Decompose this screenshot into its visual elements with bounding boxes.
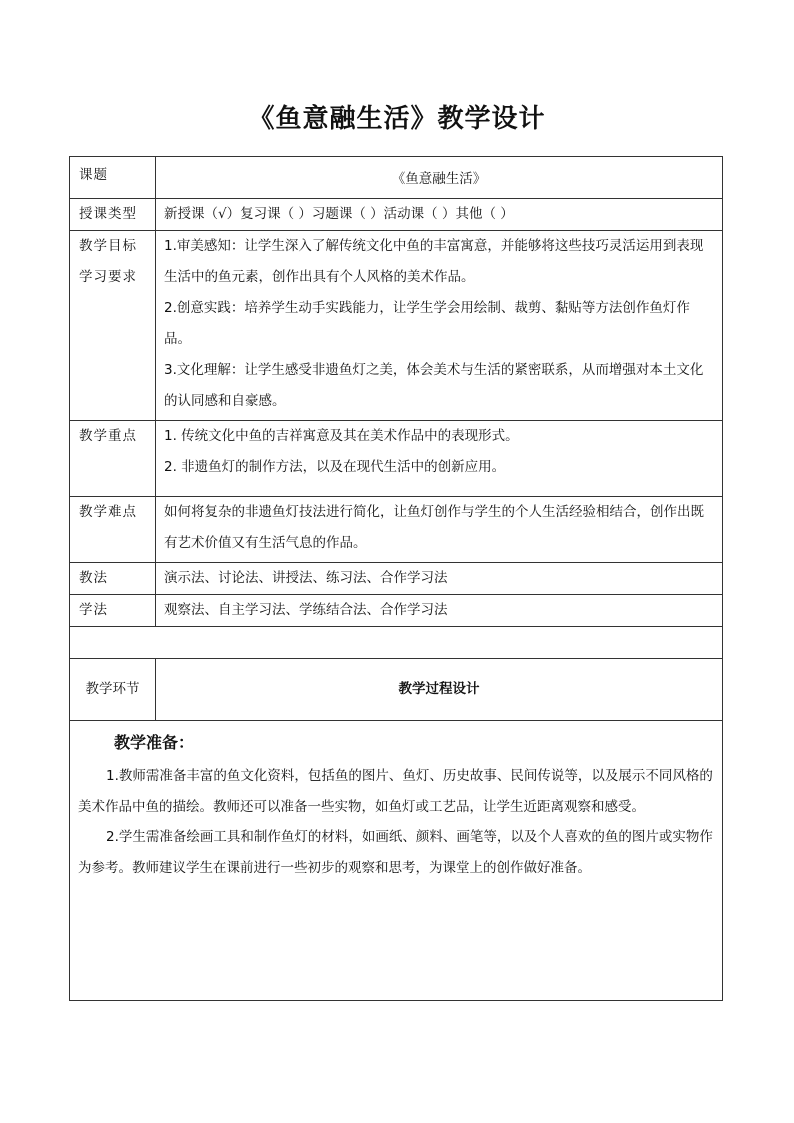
key-points-value — [156, 421, 723, 497]
process-stage-label: 教学环节 — [70, 659, 156, 721]
row-learning-method — [70, 595, 723, 627]
teaching-method-value: 演示法、讨论法、讲授法、练习法、合作学习法 — [156, 563, 723, 595]
topic-label: 课题 — [70, 157, 156, 199]
preparation-heading: 教学准备： — [114, 733, 195, 752]
lesson-plan-table — [69, 156, 723, 1001]
lesson-type-label: 授课类型 — [70, 199, 156, 231]
row-key-points — [70, 421, 723, 497]
row-difficulties — [70, 497, 723, 563]
objectives-value — [156, 231, 723, 421]
document-title: 《鱼意融生活》教学设计 — [248, 104, 546, 134]
teaching-method-label: 教法 — [70, 563, 156, 595]
preparation-paragraph-1: 1.教师需准备丰富的鱼文化资料，包括鱼的图片、鱼灯、历史故事、民间传说等，以及展示不同风格的美术作品中鱼的描绘。教师还可以准备一些实物，如鱼灯或工艺品，让学生近距离观察和感受。 — [78, 768, 713, 815]
key-points-label: 教学重点 — [70, 421, 156, 497]
row-teaching-method — [70, 563, 723, 595]
row-process-header — [70, 659, 723, 721]
process-design-label: 教学过程设计 — [156, 659, 723, 721]
objectives-label-line2: 学习要求 — [79, 269, 137, 285]
difficulties-label: 教学难点 — [70, 497, 156, 563]
lesson-type-value: 新授课（√）复习课（ ）习题课（ ）活动课（ ）其他（ ） — [156, 199, 723, 231]
key-point-item-2: 2. 非遗鱼灯的制作方法，以及在现代生活中的创新应用。 — [164, 459, 506, 475]
preparation-paragraph-2: 2.学生需准备绘画工具和制作鱼灯的材料，如画纸、颜料、画笔等，以及个人喜欢的鱼的图片或实物作为参考。教师建议学生在课前进行一些初步的观察和思考，为课堂上的创作做好准备。 — [78, 829, 713, 876]
row-lesson-type — [70, 199, 723, 231]
objectives-label-line1: 教学目标 — [79, 238, 137, 254]
topic-value: 《鱼意融生活》 — [156, 157, 723, 199]
learning-method-label: 学法 — [70, 595, 156, 627]
objective-item-2: 2.创意实践：培养学生动手实践能力，让学生学会用绘制、裁剪、黏贴等方法创作鱼灯作品。 — [164, 300, 690, 347]
row-objectives — [70, 231, 723, 421]
objectives-label — [70, 231, 156, 421]
preparation-cell — [70, 721, 723, 1001]
objective-item-3: 3.文化理解：让学生感受非遗鱼灯之美，体会美术与生活的紧密联系，从而增强对本土文化的认同感和自豪感。 — [164, 362, 704, 409]
row-preparation — [70, 721, 723, 1001]
empty-cell — [70, 627, 723, 659]
learning-method-value: 观察法、自主学习法、学练结合法、合作学习法 — [156, 595, 723, 627]
row-empty — [70, 627, 723, 659]
row-topic — [70, 157, 723, 199]
objective-item-1: 1.审美感知：让学生深入了解传统文化中鱼的丰富寓意，并能够将这些技巧灵活运用到表现生活中的鱼元素，创作出具有个人风格的美术作品。 — [164, 238, 704, 285]
key-point-item-1: 1. 传统文化中鱼的吉祥寓意及其在美术作品中的表现形式。 — [164, 428, 519, 444]
difficulties-value: 如何将复杂的非遗鱼灯技法进行简化，让鱼灯创作与学生的个人生活经验相结合，创作出既有艺术价值又有生活气息的作品。 — [156, 497, 723, 563]
